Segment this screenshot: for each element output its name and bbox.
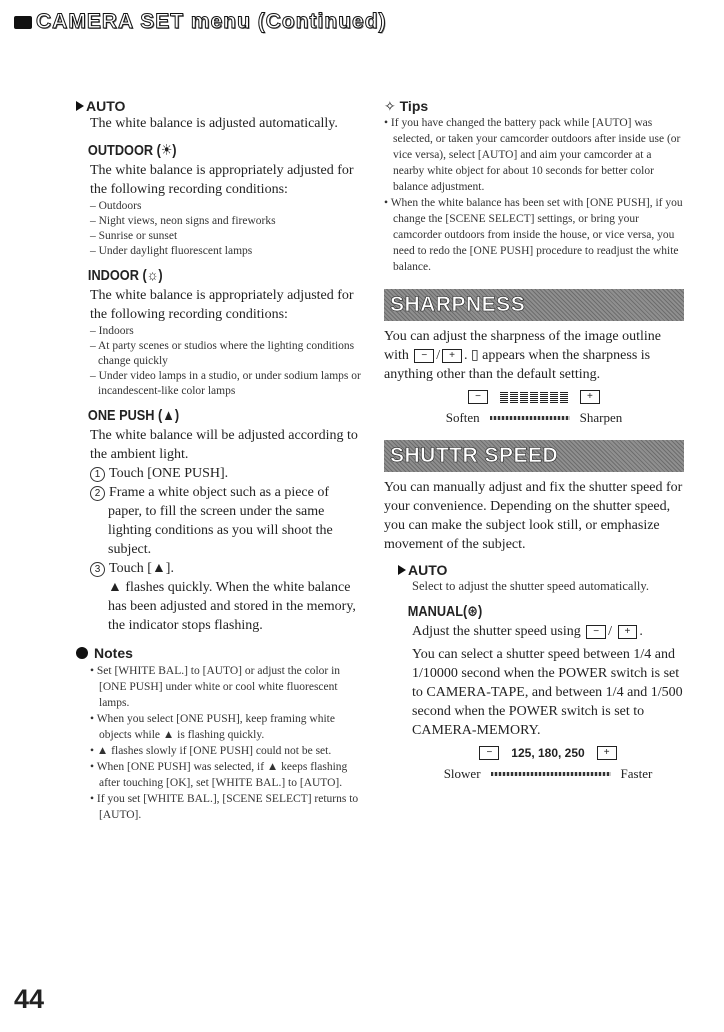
sharpness-level-icon — [500, 391, 568, 403]
shutter-scale — [384, 746, 684, 760]
shutter-body: You can manually adjust and fix the shutter speed for your convenience. Depending on the shutter speed, you can make the subject look still, or emphasize movement of the subject. — [384, 480, 683, 552]
plus-button: + — [597, 746, 617, 760]
notes-heading: Notes — [76, 645, 366, 661]
tip-item: • When the white balance has been set with [ONE PUSH], if you change the [SCENE SELECT] settings, or bring your camcorder outdoors from inside the house, or vice versa, you need to redo the [ONE PUSH] procedure to readjust the white balance. — [384, 197, 683, 273]
left-column — [76, 98, 366, 823]
tip-item: • If you have changed the battery pack while [AUTO] was selected, or taken your camcorder outdoors after inside use (or vice versa), select [AUTO] and aim your camcorder at a nearby white object for about 10 seconds for better color balance adjustment. — [384, 117, 681, 193]
list-item: – Outdoors — [90, 200, 142, 212]
manual-body: You can select a shutter speed between 1/4 and 1/10000 second when the POWER switch is set to CAMERA-TAPE, and between 1/4 and 1/500 second when the POWER switch is set to CAMERA-MEMORY. — [412, 647, 683, 738]
list-item: – Indoors — [90, 325, 134, 337]
minus-button: − — [414, 349, 434, 363]
notes-icon — [76, 647, 88, 659]
note-item: • Set [WHITE BAL.] to [AUTO] or adjust the color in [ONE PUSH] under white or cool white fluorescent lamps. — [90, 665, 341, 709]
step-3-detail: ▲ flashes quickly. When the white balance has been adjusted and stored in the memory, the indicator stops flashing. — [108, 580, 356, 633]
faster-label: Faster — [620, 766, 653, 781]
list-item: – Under video lamps in a studio, or under sodium lamps or incandescent-like color lamps — [90, 370, 361, 397]
auto-heading: AUTO — [76, 98, 366, 114]
sharpness-body: You can adjust the sharpness of the image outline with − / + . ▯ appears when the sharpness is anything other than the default setting. — [384, 329, 661, 382]
page-header — [14, 10, 387, 34]
triangle-icon — [398, 565, 406, 575]
list-item: – Under daylight fluorescent lamps — [90, 245, 253, 257]
tips-heading: ✧ Tips — [384, 98, 429, 114]
right-column — [384, 98, 684, 788]
header-title: CAMERA SET menu (Continued) — [36, 10, 387, 33]
plus-button: + — [618, 625, 638, 639]
note-item: • When you select [ONE PUSH], keep framing white objects while ▲ is flashing quickly. — [90, 713, 335, 741]
scale-arrow-icon — [491, 772, 611, 776]
minus-button: − — [468, 390, 488, 404]
note-item: • ▲ flashes slowly if [ONE PUSH] could not be set. — [90, 745, 332, 757]
tips-icon: ✧ — [384, 98, 400, 114]
plus-button: + — [580, 390, 600, 404]
manual-a: Adjust the shutter speed using − / + . — [412, 624, 643, 639]
scale-arrow-icon — [490, 416, 570, 420]
sharpness-banner: SHARPNESS — [384, 289, 684, 321]
onepush-body: The white balance will be adjusted according to the ambient light. — [90, 428, 358, 462]
auto-body: The white balance is adjusted automatically. — [90, 116, 338, 131]
step-2: 2 Frame a white object such as a piece of paper, to fill the screen under the same lighting conditions as you will shoot the subject. — [90, 483, 366, 559]
list-item: – Sunrise or sunset — [90, 230, 178, 242]
onepush-heading: ONE PUSH (▲) — [87, 407, 180, 424]
shutter-auto-body: Select to adjust the shutter speed automatically. — [412, 579, 649, 593]
sharpen-label: Sharpen — [579, 410, 623, 425]
indoor-body: The white balance is appropriately adjusted for the following recording conditions: — [90, 288, 354, 322]
outdoor-heading: OUTDOOR (☀) — [87, 142, 177, 159]
shutter-auto-heading: AUTO — [384, 562, 684, 578]
manual-heading: MANUAL(⊛) — [407, 603, 483, 620]
shutter-banner: SHUTTR SPEED — [384, 440, 684, 472]
note-item: • When [ONE PUSH] was selected, if ▲ keeps flashing after touching [OK], set [WHITE BAL.] to [AUTO]. — [90, 761, 348, 789]
sharpness-scale — [384, 390, 684, 404]
note-item: • If you set [WHITE BAL.], [SCENE SELECT] returns to [AUTO]. — [90, 793, 359, 821]
triangle-icon — [76, 101, 84, 111]
list-item: – Night views, neon signs and fireworks — [90, 215, 276, 227]
minus-button: − — [479, 746, 499, 760]
list-item: – At party scenes or studios where the lighting conditions change quickly — [90, 340, 355, 367]
shutter-axis — [384, 766, 684, 782]
outdoor-body: The white balance is appropriately adjusted for the following recording conditions: — [90, 163, 354, 197]
indoor-heading: INDOOR (☼) — [87, 267, 163, 284]
sharpness-axis — [384, 410, 684, 426]
page-number: 44 — [14, 984, 45, 1014]
minus-button: − — [586, 625, 606, 639]
step-1: 1 Touch [ONE PUSH]. — [90, 464, 366, 483]
camera-icon — [14, 16, 32, 29]
plus-button: + — [442, 349, 462, 363]
speed-values: 125, 180, 250 — [511, 746, 585, 760]
soften-label: Soften — [445, 410, 480, 425]
slower-label: Slower — [443, 766, 481, 781]
step-3: 3 Touch [▲]. — [90, 559, 366, 578]
